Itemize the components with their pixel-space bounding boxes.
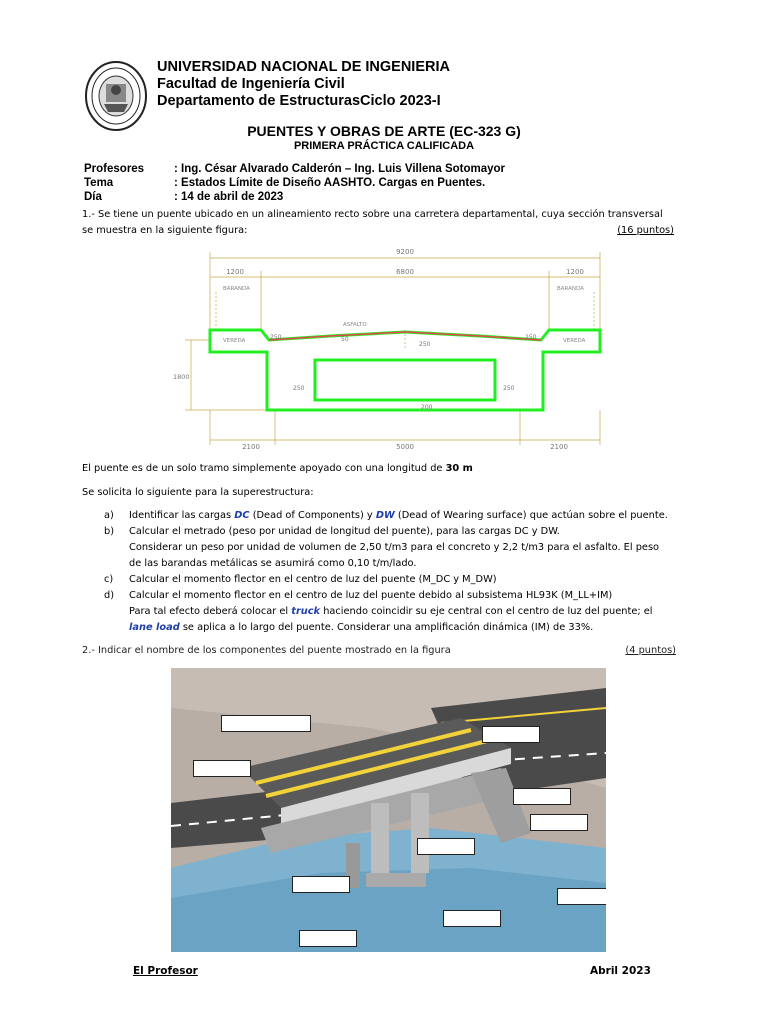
info-key: Profesores — [84, 163, 145, 175]
label-asphalt: ASFALTO — [343, 322, 367, 328]
task-d-truck: truck — [291, 606, 321, 617]
label-box-8[interactable] — [557, 888, 606, 905]
dim-250-a: 250 — [270, 334, 282, 341]
question-2-row — [82, 643, 676, 659]
task-c-line-1: Calcular el momento flector en el centro de luz del puente (M_DC y M_DW) — [129, 574, 497, 585]
dim-web-left: 250 — [293, 385, 305, 392]
task-marker: a) — [104, 510, 114, 521]
footer-date: Abril 2023 — [590, 965, 651, 977]
dim-50: 50 — [341, 336, 349, 343]
dim-250-b: 250 — [525, 334, 537, 341]
footer-professor: El Profesor — [133, 965, 198, 977]
task-marker: d) — [104, 590, 115, 601]
dim-height: 1800 — [173, 373, 190, 381]
label-box-3[interactable] — [482, 726, 540, 743]
bridge-illustration — [171, 668, 606, 952]
department-name: Departamento de EstructurasCiclo 2023-I — [157, 93, 441, 109]
question-1-points: (16 puntos) — [617, 225, 674, 236]
task-a-dc: DC — [234, 510, 250, 521]
info-row-topic — [84, 176, 505, 190]
university-seal — [84, 60, 148, 132]
info-value: : Ing. César Alvarado Calderón – Ing. Luis Villena Sotomayor — [174, 163, 506, 175]
task-a — [104, 508, 668, 524]
dim-right-sidewalk: 1200 — [566, 268, 584, 276]
task-b-line-2: Considerar un peso por unidad de volumen de 2,50 t/m3 para el concreto y 2,2 t/m3 para el asfalto. El peso — [129, 542, 660, 553]
task-d-text: haciendo coincidir su eje central con el centro de luz del puente; el — [320, 606, 653, 617]
label-box-5[interactable] — [530, 814, 588, 831]
course-title: PUENTES Y OBRAS DE ARTE (EC-323 G) — [247, 123, 521, 139]
dim-bottom-slab: 200 — [421, 404, 433, 411]
institution-header — [157, 59, 450, 110]
span-length: 30 m — [445, 463, 473, 474]
dim-left-sidewalk: 1200 — [226, 268, 244, 276]
info-key: Día — [84, 191, 102, 203]
task-d-line-2 — [129, 604, 653, 620]
dim-web-right: 250 — [503, 385, 515, 392]
task-d — [104, 588, 668, 636]
label-box-4[interactable] — [513, 788, 571, 805]
task-c — [104, 572, 668, 588]
info-value: : 14 de abril de 2023 — [174, 191, 284, 203]
info-value: : Estados Límite de Diseño AASHTO. Cargas en Puentes. — [174, 177, 486, 189]
task-b-line-3: de las barandas metálicas se asumirá como 0,10 t/m/lado. — [129, 558, 417, 569]
question-1-line-2: se muestra en la siguiente figura: — [82, 225, 248, 236]
label-box-2[interactable] — [193, 760, 251, 777]
cross-section-drawing — [165, 240, 610, 455]
dim-box-width: 5000 — [396, 443, 414, 451]
dim-250-top: 250 — [419, 341, 431, 348]
label-rail-right: BARANDA — [557, 286, 584, 292]
question-1-statement — [82, 207, 674, 239]
label-box-1[interactable] — [221, 715, 311, 732]
label-rail-left: BARANDA — [223, 286, 250, 292]
label-box-7[interactable] — [292, 876, 350, 893]
box-void — [315, 360, 495, 400]
label-sidewalk-right: VEREDA — [563, 338, 586, 344]
task-d-line-3 — [129, 620, 653, 636]
question-2-points: (4 puntos) — [625, 645, 676, 656]
task-a-dw: DW — [375, 510, 395, 521]
question-1-line-2-row — [82, 223, 674, 239]
task-d-line-1: Calcular el momento flector en el centro de luz del puente debido al subsistema HL93K (M_LL+IM) — [129, 590, 613, 601]
info-row-professors — [84, 162, 505, 176]
info-key: Tema — [84, 177, 114, 189]
task-b-line-1: Calcular el metrado (peso por unidad de longitud del puente), para las cargas DC y DW. — [129, 526, 560, 537]
span-text: El puente es de un solo tramo simplemente apoyado con una longitud de — [82, 463, 446, 474]
span-statement — [82, 461, 473, 477]
task-marker: c) — [104, 574, 114, 585]
label-sidewalk-left: VEREDA — [223, 338, 246, 344]
dim-roadway: 6800 — [396, 268, 414, 276]
dim-right-cantilever: 2100 — [550, 443, 568, 451]
exam-title: PRIMERA PRÁCTICA CALIFICADA — [293, 140, 475, 152]
request-text: Se solicita lo siguiente para la superestructura: — [82, 487, 314, 498]
faculty-name: Facultad de Ingeniería Civil — [157, 76, 345, 92]
task-marker: b) — [104, 526, 115, 537]
question-1-line-1: 1.- Se tiene un puente ubicado en un alineamiento recto sobre una carretera departamental, cuya sección transversal — [82, 209, 663, 220]
task-a-text-3: (Dead of Wearing surface) que actúan sobre el puente. — [394, 510, 668, 521]
task-list — [104, 508, 668, 636]
task-b — [104, 524, 668, 572]
exam-info — [84, 162, 505, 204]
label-box-9[interactable] — [299, 930, 357, 947]
dim-total-width: 9200 — [396, 248, 414, 256]
question-2-text: 2.- Indicar el nombre de los componentes del puente mostrado en la figura — [82, 645, 451, 656]
task-a-text-2: (Dead of Components) y — [249, 510, 376, 521]
task-d-text: se aplica a lo largo del puente. Considerar una amplificación dinámica (IM) de 33%. — [179, 622, 594, 633]
task-d-text: Para tal efecto deberá colocar el — [129, 606, 292, 617]
task-a-text-1: Identificar las cargas — [129, 510, 235, 521]
task-d-lane-load: lane load — [129, 622, 180, 633]
label-box-6[interactable] — [417, 838, 475, 855]
university-name: UNIVERSIDAD NACIONAL DE INGENIERIA — [157, 59, 450, 75]
label-box-10[interactable] — [443, 910, 501, 927]
info-row-date — [84, 190, 505, 204]
dim-left-cantilever: 2100 — [242, 443, 260, 451]
